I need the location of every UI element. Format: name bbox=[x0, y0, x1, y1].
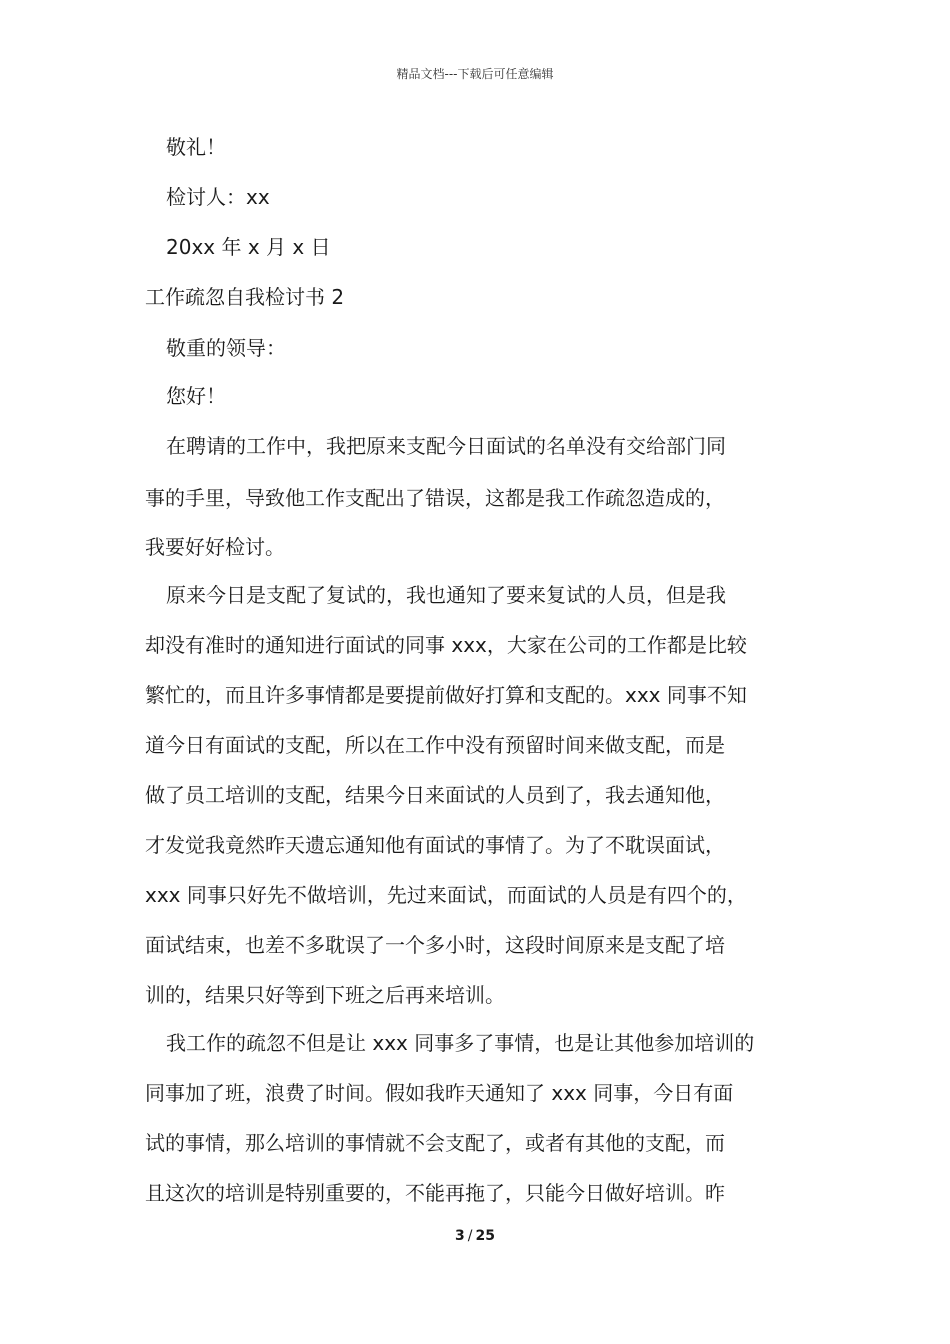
paragraph-line: 训的，结果只好等到下班之后再来培训。 bbox=[145, 983, 505, 1007]
greeting-line: 敬重的领导： bbox=[166, 336, 286, 360]
paragraph-line: 我要好好检讨。 bbox=[145, 535, 285, 559]
paragraph-line: 同事加了班，浪费了时间。假如我昨天通知了 xxx 同事，今日有面 bbox=[145, 1081, 734, 1105]
paragraph-line: 繁忙的，而且许多事情都是要提前做好打算和支配的。xxx 同事不知 bbox=[145, 683, 747, 707]
page-header: 精品文档---下载后可任意编辑 bbox=[396, 67, 554, 81]
paragraph-line: 面试结束，也差不多耽误了一个多小时，这段时间原来是支配了培 bbox=[145, 933, 725, 957]
paragraph-line: 原来今日是支配了复试的，我也通知了要来复试的人员，但是我 bbox=[166, 583, 726, 607]
page-number bbox=[0, 1226, 950, 1246]
current-page: 3 bbox=[455, 1228, 465, 1244]
paragraph-line: 在聘请的工作中，我把原来支配今日面试的名单没有交给部门同 bbox=[166, 434, 726, 458]
date-line: 20xx 年 x 月 x 日 bbox=[166, 235, 331, 259]
total-pages: 25 bbox=[475, 1228, 495, 1244]
paragraph-line: 做了员工培训的支配，结果今日来面试的人员到了，我去通知他， bbox=[145, 783, 725, 807]
paragraph-line: 事的手里，导致他工作支配出了错误，这都是我工作疏忽造成的， bbox=[145, 486, 725, 510]
paragraph-line: 道今日有面试的支配，所以在工作中没有预留时间来做支配，而是 bbox=[145, 733, 725, 757]
paragraph-line: 试的事情，那么培训的事情就不会支配了，或者有其他的支配，而 bbox=[145, 1131, 725, 1155]
paragraph-line: xxx 同事只好先不做培训，先过来面试，而面试的人员是有四个的， bbox=[145, 883, 747, 907]
paragraph-line: 才发觉我竟然昨天遗忘通知他有面试的事情了。为了不耽误面试， bbox=[145, 833, 725, 857]
paragraph-line: 且这次的培训是特别重要的，不能再拖了，只能今日做好培训。昨 bbox=[145, 1181, 725, 1205]
section-title: 工作疏忽自我检讨书 2 bbox=[145, 285, 345, 309]
paragraph-line: 却没有准时的通知进行面试的同事 xxx，大家在公司的工作都是比较 bbox=[145, 633, 747, 657]
greeting-line: 您好！ bbox=[166, 384, 226, 408]
closing-salutation: 敬礼！ bbox=[166, 135, 226, 159]
paragraph-line: 我工作的疏忽不但是让 xxx 同事多了事情，也是让其他参加培训的 bbox=[166, 1031, 755, 1055]
signature-line: 检讨人：xx bbox=[166, 185, 270, 209]
page-separator: / bbox=[467, 1228, 473, 1244]
